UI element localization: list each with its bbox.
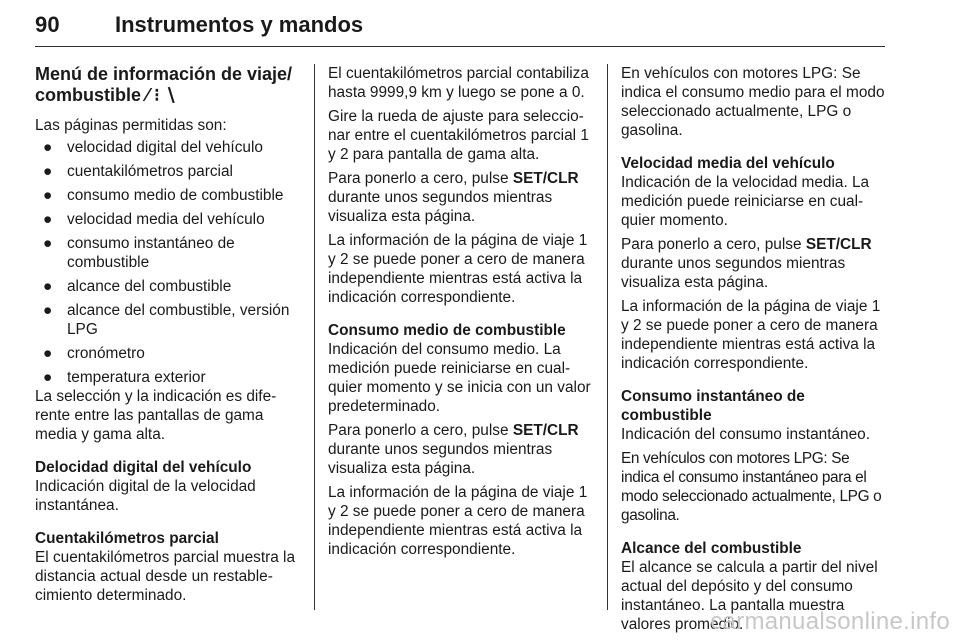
set-clr-key: SET/CLR — [512, 170, 579, 187]
heading-cuentakilometros: Cuentakilómetros parcial — [35, 530, 219, 547]
pages-list — [35, 138, 303, 387]
watermark-text: carmanualsonline.info — [710, 608, 950, 635]
menu-heading — [35, 64, 303, 106]
list-item: ● alcance del combustible — [43, 278, 232, 295]
bullet-icon: ● — [43, 278, 53, 295]
list-item: ● alcance del combustible, versión LPG — [43, 302, 290, 338]
paragraph: Gire la rueda de ajuste para seleccionar entre el cuentakilómetros parcial 1 y 2 para pantalla de gama alta. — [328, 108, 589, 163]
paragraph: Indicación del consumo medio. La medición puede reiniciarse en cualquier momento y se inicia con un valor predeterminado. — [328, 341, 591, 415]
paragraph: Indicación de la velocidad media. La medición puede reiniciarse en cualquier momento. — [621, 174, 870, 229]
list-item: ● consumo medio de combustible — [43, 187, 284, 204]
heading-consumo-medio: Consumo medio de combustible — [328, 322, 566, 339]
column-divider — [314, 64, 315, 610]
list-item: ● consumo instantáneo de combustible — [43, 235, 235, 271]
bullet-icon: ● — [43, 139, 53, 156]
heading-consumo-instantaneo: Consumo instantáneo de combustible — [621, 388, 805, 424]
list-item: ● temperatura exterior — [43, 369, 206, 386]
menu-heading-line2: combustible ⁄ ⁝ ∖ — [35, 85, 177, 105]
paragraph: La información de la página de viaje 1 y 2 se puede poner a cero de manera independiente mientras está activa la indicación correspondiente. — [328, 232, 588, 306]
column-2 — [328, 64, 592, 564]
bullet-icon: ● — [43, 369, 53, 386]
paragraph: La información de la página de viaje 1 y 2 se puede poner a cero de manera independiente mientras está activa la indicación correspondiente. — [621, 298, 881, 372]
column-3 — [621, 64, 887, 639]
reset-paragraph: Para ponerlo a cero, pulse SET/CLR durante unos segundos mientras visualiza esta página. — [328, 170, 579, 225]
selection-paragraph: La selección y la indicación es diferente entre las pantallas de gama media y gama alta. — [35, 388, 277, 443]
bullet-icon: ● — [43, 163, 53, 180]
header-rule — [35, 46, 885, 47]
list-item: ● cuentakilómetros parcial — [43, 163, 233, 180]
paragraph: El cuentakilómetros parcial contabiliza hasta 9999,9 km y luego se pone a 0. — [328, 65, 589, 101]
page-header — [35, 12, 885, 48]
heading-delocidad: Delocidad digital del vehículo — [35, 459, 252, 476]
paragraph: La información de la página de viaje 1 y 2 se puede poner a cero de manera independiente mientras está activa la indicación correspondiente. — [328, 484, 588, 558]
heading-velocidad-media: Velocidad media del vehículo — [621, 155, 835, 172]
column-1 — [35, 64, 303, 610]
list-item: ● velocidad digital del vehículo — [43, 139, 263, 156]
section-title: Instrumentos y mandos — [115, 12, 364, 37]
bullet-icon: ● — [43, 302, 53, 319]
bullet-icon: ● — [43, 187, 53, 204]
page-number: 90 — [35, 12, 60, 37]
list-item: ● cronómetro — [43, 345, 145, 362]
heading-alcance: Alcance del combustible — [621, 540, 802, 557]
reset-paragraph: Para ponerlo a cero, pulse SET/CLR durante unos segundos mientras visualiza esta página. — [328, 422, 579, 477]
intro-text: Las páginas permitidas son: — [35, 117, 227, 134]
paragraph: Indicación del consumo instantáneo. — [621, 426, 870, 443]
bullet-icon: ● — [43, 211, 53, 228]
list-item: ● velocidad media del vehículo — [43, 211, 265, 228]
paragraph: En vehículos con motores LPG: Se indica el consumo medio para el modo seleccionado actualmente, LPG o gasolina. — [621, 65, 885, 139]
cuentakilometros-paragraph: El cuentakilómetros parcial muestra la distancia actual desde un restablecimiento determinado. — [35, 549, 296, 604]
set-clr-key: SET/CLR — [512, 422, 579, 439]
bullet-icon: ● — [43, 235, 53, 252]
set-clr-key: SET/CLR — [805, 236, 872, 253]
menu-heading-line1: Menú de información de viaje/ — [35, 64, 293, 84]
column-divider — [607, 64, 608, 610]
paragraph: El alcance se calcula a partir del nivel actual del depósito y del consumo instantáneo. La pantalla muestra valores promedio. — [621, 559, 878, 633]
paragraph: En vehículos con motores LPG: Se indica el consumo instantáneo para el modo seleccionado actualmente, LPG o gasolina. — [621, 450, 882, 524]
reset-paragraph: Para ponerlo a cero, pulse SET/CLR durante unos segundos mientras visualiza esta página. — [621, 236, 872, 291]
delocidad-paragraph: Indicación digital de la velocidad instantánea. — [35, 478, 256, 514]
bullet-icon: ● — [43, 345, 53, 362]
